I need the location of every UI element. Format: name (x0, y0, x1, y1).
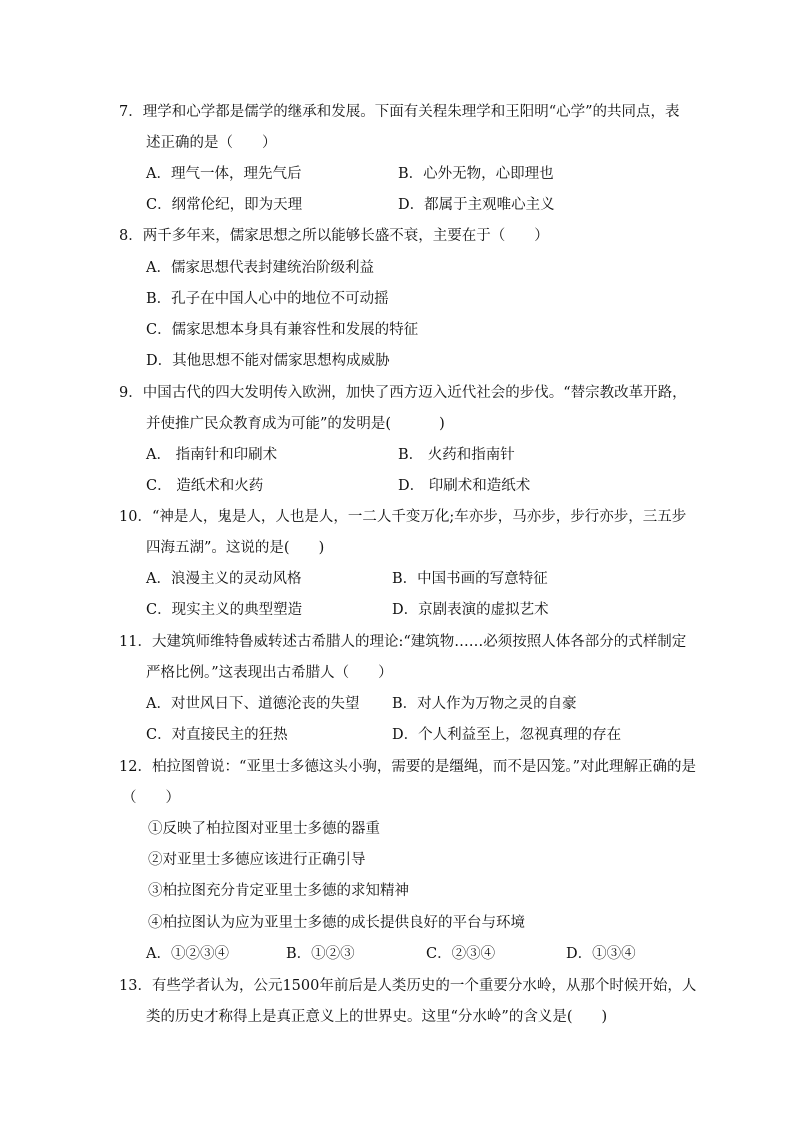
question-12-statement-4: ④柏拉图认为应为亚里士多德的成长提供良好的平台与环境 (148, 915, 525, 931)
question-9-option-d: D． 印刷术和造纸术 (398, 478, 531, 494)
question-11-option-b: B．对人作为万物之灵的自豪 (392, 696, 577, 712)
question-11-option-c: C．对直接民主的狂热 (146, 727, 288, 743)
question-8-option-d: D．其他思想不能对儒家思想构成威胁 (146, 353, 390, 369)
question-10-option-b: B．中国书画的写意特征 (392, 571, 548, 587)
question-12-statement-2: ②对亚里士多德应该进行正确引导 (148, 852, 366, 868)
question-7-option-c: C．纲常伦纪，即为天理 (146, 197, 303, 213)
question-12-statement-1: ①反映了柏拉图对亚里士多德的器重 (148, 821, 380, 837)
question-11-option-a: A．对世风日下、道德沦丧的失望 (146, 696, 360, 712)
question-7-option-d: D．都属于主观唯心主义 (398, 197, 555, 213)
question-13-stem-line-2: 类的历史才称得上是真正意义上的世界史。这里“分水岭”的含义是( ) (146, 1009, 608, 1025)
question-12-stem-line-1: 12．柏拉图曾说：“亚里士多德这头小驹，需要的是缰绳，而不是囚笼。”对此理解正确的是 (119, 759, 697, 775)
question-11-stem-line-1: 11．大建筑师维特鲁威转述古希腊人的理论:“建筑物……必须按照人体各部分的式样制定 (119, 634, 687, 650)
question-9-option-b: B． 火药和指南针 (398, 447, 515, 463)
question-12-option-b: B．①②③ (286, 946, 355, 962)
question-9-option-c: C． 造纸术和火药 (146, 478, 264, 494)
question-9-stem-line-2: 并使推广民众教育成为可能”的发明是( ) (146, 416, 445, 432)
question-12-option-a: A．①②③④ (146, 946, 229, 962)
question-7-stem-line-2: 述正确的是（ ） (146, 135, 277, 151)
question-10-option-a: A．浪漫主义的灵动风格 (146, 571, 302, 587)
question-10-option-d: D．京剧表演的虚拟艺术 (392, 602, 549, 618)
question-12-option-c: C．②③④ (426, 946, 496, 962)
question-10-stem-line-1: 10．“神是人，鬼是人，人也是人，一二人千变万化;车亦步，马亦步，步行亦步，三五步 (119, 509, 687, 525)
question-8-option-b: B．孔子在中国人心中的地位不可动摇 (146, 291, 389, 307)
question-12-option-d: D．①③④ (566, 946, 636, 962)
question-12-statement-3: ③柏拉图充分肯定亚里士多德的求知精神 (148, 883, 409, 899)
question-9-stem-line-1: 9．中国古代的四大发明传入欧洲，加快了西方迈入近代社会的步伐。“替宗教改革开路， (119, 385, 687, 401)
question-13-stem-line-1: 13．有些学者认为，公元1500年前后是人类历史的一个重要分水岭，从那个时候开始，人 (119, 978, 697, 994)
question-9-option-a: A． 指南针和印刷术 (146, 447, 278, 463)
question-10-option-c: C．现实主义的典型塑造 (146, 602, 303, 618)
question-11-option-d: D．个人利益至上，忽视真理的存在 (392, 727, 622, 743)
question-8-option-c: C．儒家思想本身具有兼容性和发展的特征 (146, 322, 419, 338)
question-12-stem-line-2: （ ） (122, 790, 180, 806)
question-10-stem-line-2: 四海五湖”。这说的是( ) (146, 540, 325, 556)
question-7-option-b: B．心外无物，心即理也 (398, 166, 554, 182)
question-7-stem-line-1: 7．理学和心学都是儒学的继承和发展。下面有关程朱理学和王阳明“心学”的共同点，表 (119, 104, 680, 120)
question-8-stem-line-1: 8．两千多年来，儒家思想之所以能够长盛不衰，主要在于（ ） (119, 228, 549, 244)
question-11-stem-line-2: 严格比例。”这表现出古希腊人（ ） (146, 665, 393, 681)
question-7-option-a: A．理气一体，理先气后 (146, 166, 302, 182)
question-8-option-a: A．儒家思想代表封建统治阶级利益 (146, 260, 374, 276)
